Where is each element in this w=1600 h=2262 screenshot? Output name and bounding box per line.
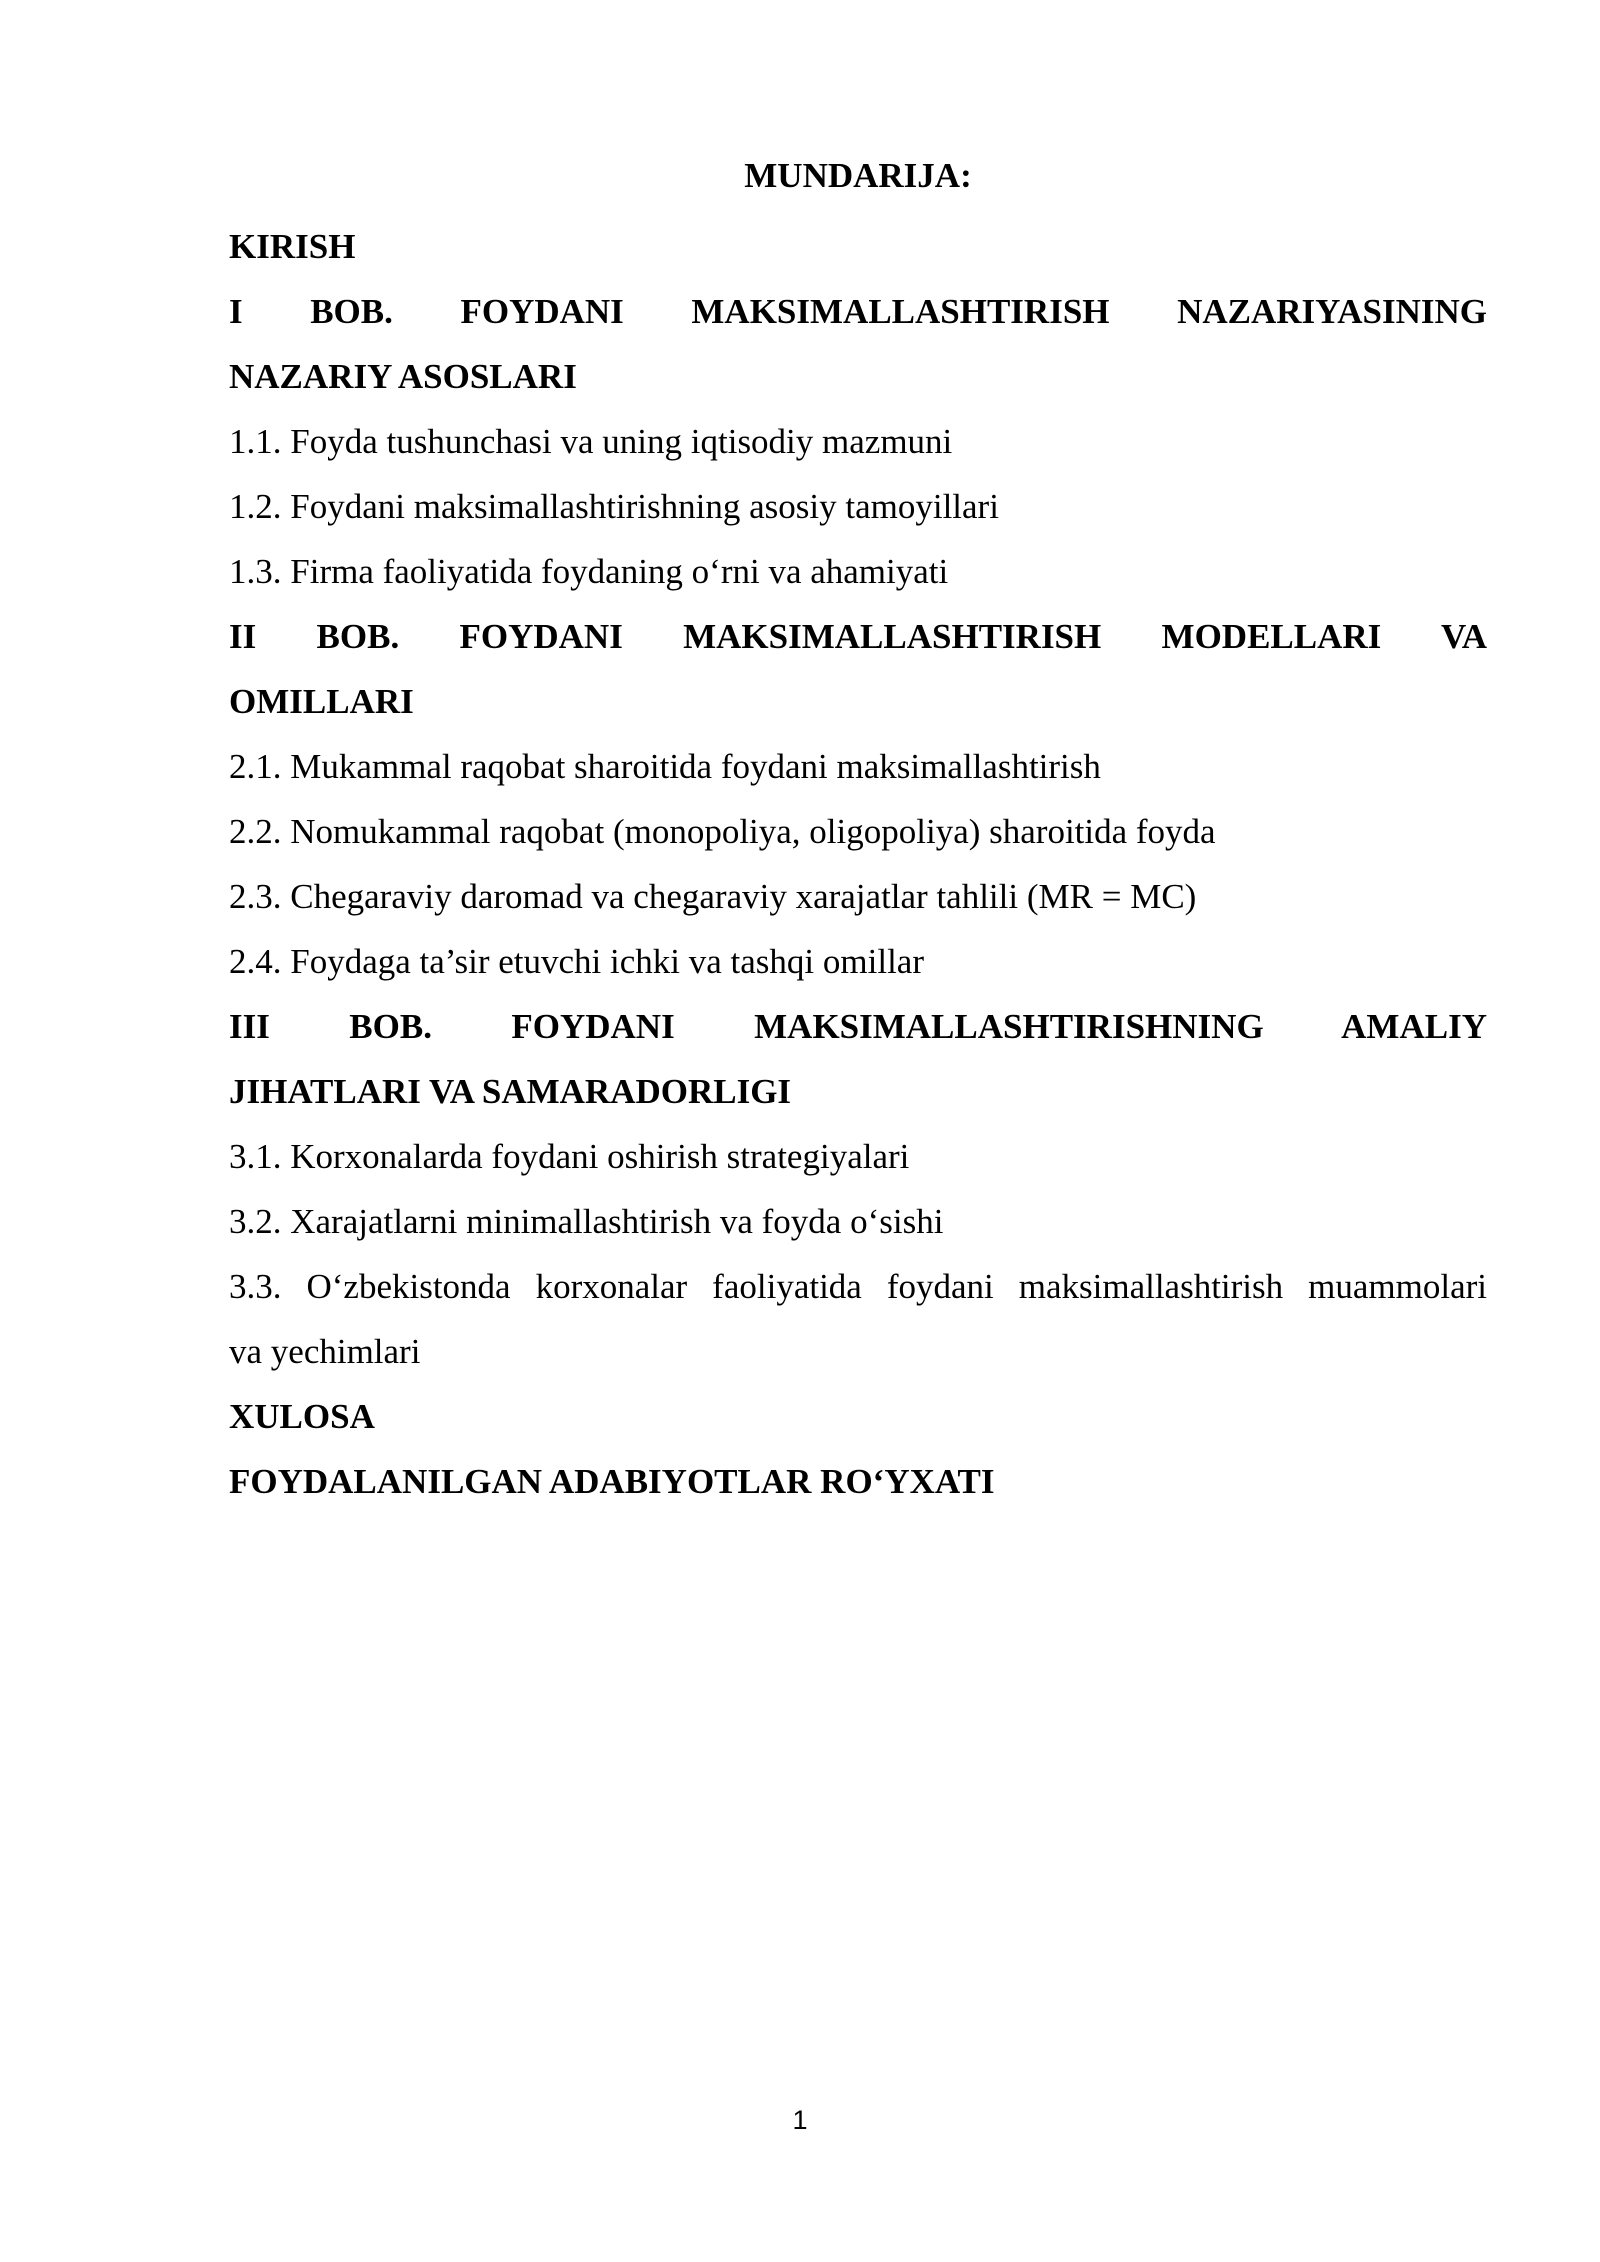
toc-title: MUNDARIJA:: [744, 156, 972, 195]
toc-entry-chapter-1-line1: I BOB. FOYDANI MAKSIMALLASHTIRISH NAZARIYASINING: [229, 292, 1487, 331]
toc-entry-3-1: 3.1. Korxonalarda foydani oshirish strategiyalari: [229, 1137, 910, 1176]
toc-entry-kirish: KIRISH: [229, 227, 356, 266]
toc-entry-2-3: 2.3. Chegaraviy daromad va chegaraviy xarajatlar tahlili (MR = MC): [229, 877, 1197, 916]
toc-entry-chapter-2: [229, 604, 1487, 734]
toc-entry-references: FOYDALANILGAN ADABIYOTLAR RO‘YXATI: [229, 1462, 995, 1501]
toc-entry-1-2: 1.2. Foydani maksimallashtirishning asosiy tamoyillari: [229, 487, 999, 526]
toc-entry-xulosa: XULOSA: [229, 1397, 375, 1436]
toc-entry-chapter-1: [229, 279, 1487, 409]
toc-entry-chapter-3-line1: III BOB. FOYDANI MAKSIMALLASHTIRISHNING AMALIY: [229, 1007, 1487, 1046]
toc-entry-3-3: [229, 1254, 1487, 1384]
toc-entry-chapter-3: [229, 994, 1487, 1124]
toc-entry-3-3-line1: 3.3. O‘zbekistonda korxonalar faoliyatida foydani maksimallashtirish muammolari: [229, 1267, 1487, 1306]
toc-entry-2-4: 2.4. Foydaga ta’sir etuvchi ichki va tashqi omillar: [229, 942, 924, 981]
toc-entry-3-3-line2: va yechimlari: [229, 1332, 421, 1371]
toc-entry-3-2: 3.2. Xarajatlarni minimallashtirish va foyda o‘sishi: [229, 1202, 944, 1241]
toc-entry-2-2: 2.2. Nomukammal raqobat (monopoliya, oligopoliya) sharoitida foyda: [229, 812, 1216, 851]
toc-entry-chapter-3-line2: JIHATLARI VA SAMARADORLIGI: [229, 1072, 792, 1111]
table-of-contents: [229, 150, 1487, 1514]
toc-entry-chapter-2-line2: OMILLARI: [229, 682, 414, 721]
toc-entry-2-1: 2.1. Mukammal raqobat sharoitida foydani maksimallashtirish: [229, 747, 1101, 786]
toc-entry-1-3: 1.3. Firma faoliyatida foydaning o‘rni va ahamiyati: [229, 552, 949, 591]
toc-entry-chapter-1-line2: NAZARIY ASOSLARI: [229, 357, 577, 396]
toc-entry-chapter-2-line1: II BOB. FOYDANI MAKSIMALLASHTIRISH MODELLARI VA: [229, 617, 1487, 656]
page-number: 1: [792, 2105, 808, 2135]
toc-entry-1-1: 1.1. Foyda tushunchasi va uning iqtisodiy mazmuni: [229, 422, 953, 461]
